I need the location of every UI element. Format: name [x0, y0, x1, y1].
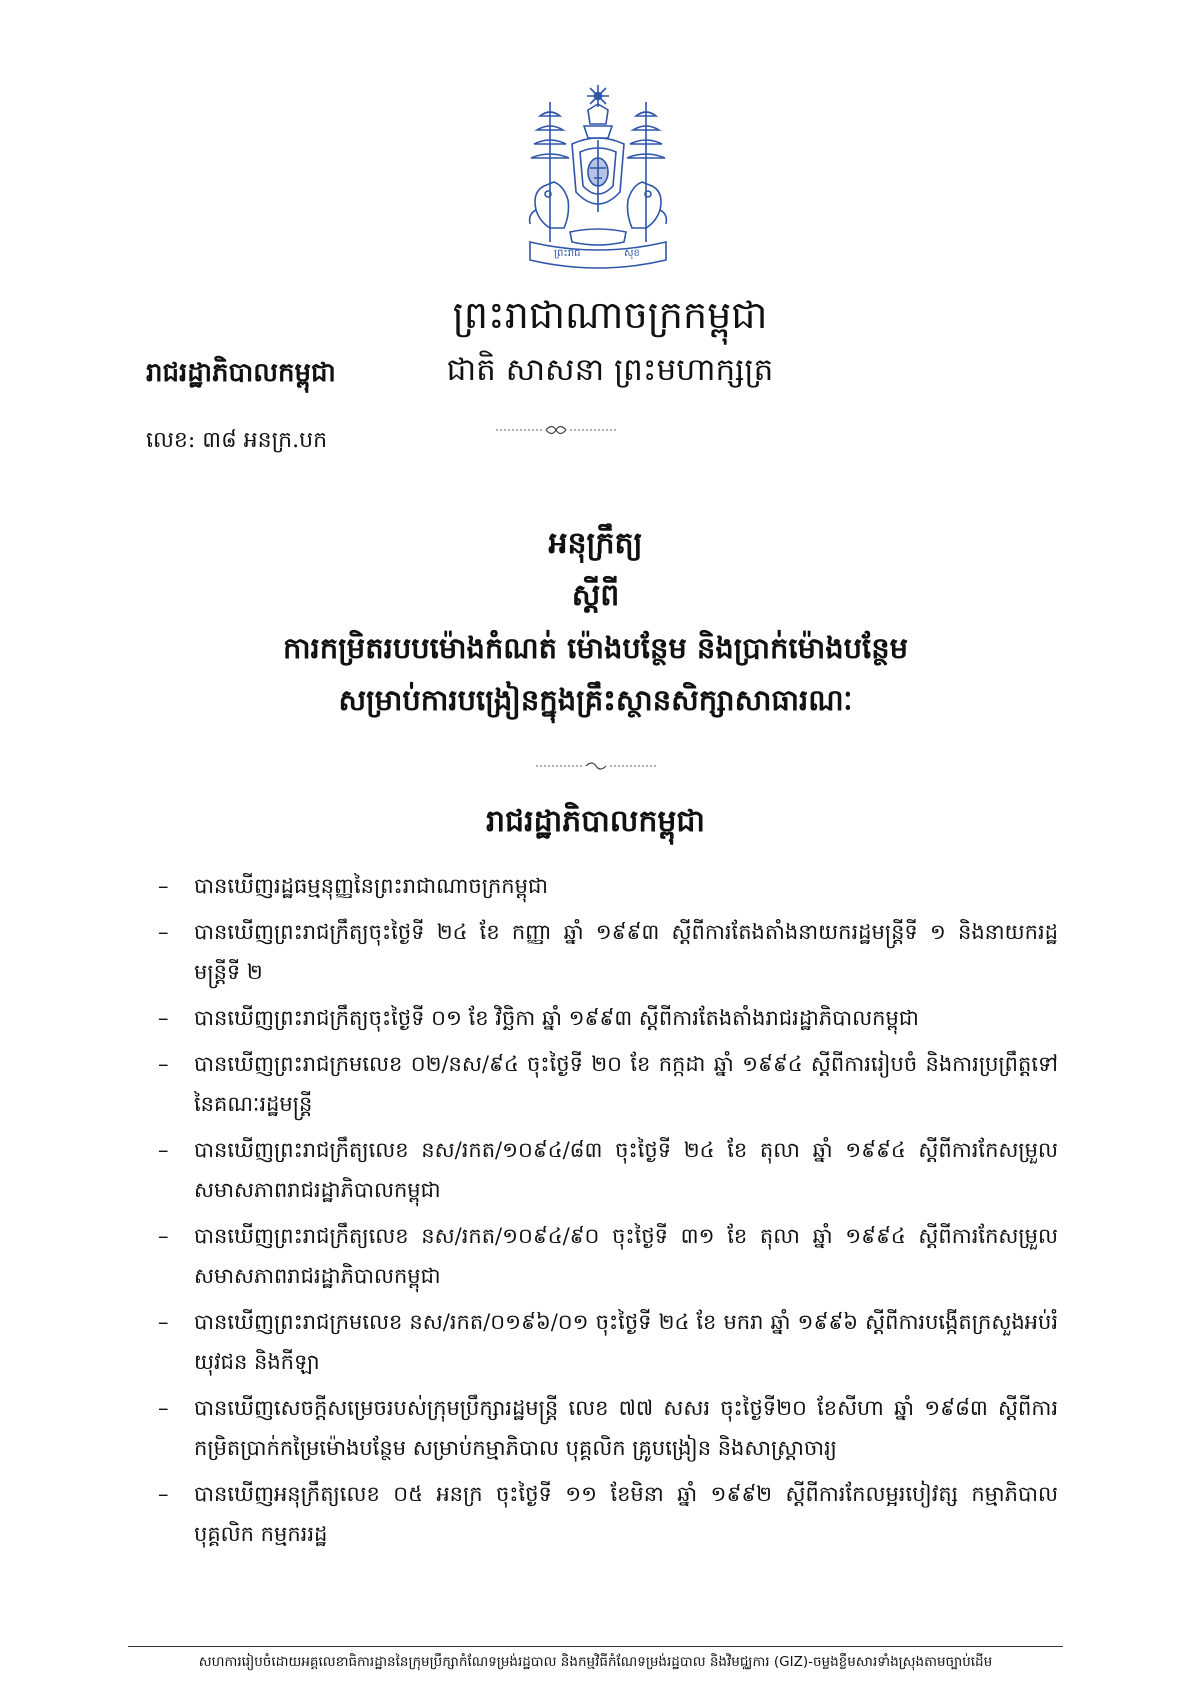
document-type: អនុក្រឹត្យ [548, 526, 643, 561]
reference-item [158, 998, 1058, 1038]
title-line-1: ការកម្រិតរបបម៉ោងកំណត់ ម៉ោងបន្ថែម និងប្រាក់ម៉ោងបន្ថែម [282, 631, 909, 665]
government-label: រាជរដ្ឋាភិបាលកម្ពុជា [146, 358, 336, 388]
list-dash-marker: – [158, 874, 169, 898]
kingdom-name: ព្រះរាជាណាចក្រកម្ពុជា [452, 293, 768, 337]
svg-text:សុខ: សុខ [624, 248, 640, 259]
reference-text: បានឃើញសេចក្តីសម្រេចរបស់ក្រុមប្រឹក្សារដ្ឋមន្ត្រី លេខ ៧៧ សសរ ចុះថ្ងៃទី២០ ខែសីហា ឆ្នាំ ១៩៨៣ ស្តីពីការកម្រិតប្រាក់កម្រៃម៉ោងបន្ថែម សម្រាប់កម្មាភិបាល បុគ្គលិក គ្រូបង្រៀន និងសាស្ត្រាចារ្យ [194, 1396, 1058, 1460]
reference-text: បានឃើញព្រះរាជក្រមលេខ ០២/នស/៩៤ ចុះថ្ងៃទី ២០ ខែ កក្កដា ឆ្នាំ ១៩៩៤ ស្តីពីការរៀបចំ និងការប្រព្រឹត្តទៅនៃគណៈរដ្ឋមន្ត្រី [194, 1052, 1058, 1116]
list-dash-marker: – [158, 1006, 169, 1030]
title-line-2: សម្រាប់ការបង្រៀនក្នុងគ្រឹះស្ថានសិក្សាសាធារណៈ [338, 683, 853, 717]
reference-item [158, 1302, 1058, 1382]
reference-item [158, 1474, 1058, 1554]
reference-item [158, 1044, 1058, 1124]
reference-text: បានឃើញរដ្ឋធម្មនុញ្ញនៃព្រះរាជាណាចក្រកម្ពុជា [194, 874, 548, 898]
document-about: ស្តីពី [571, 578, 620, 613]
legal-references-list [158, 866, 1058, 1560]
royal-coat-of-arms-emblem [510, 82, 686, 278]
reference-item [158, 912, 1058, 992]
list-dash-marker: – [158, 1310, 169, 1334]
title-block [100, 518, 1091, 726]
reference-text: បានឃើញព្រះរាជក្រឹត្យលេខ នស/រកត/១០៩៤/៩០ ចុះថ្ងៃទី ៣១ ខែ តុលា ឆ្នាំ ១៩៩៤ ស្តីពីការកែសម្រួលសមាសភាពរាជរដ្ឋាភិបាលកម្ពុជា [194, 1224, 1058, 1288]
reference-item [158, 1388, 1058, 1468]
list-dash-marker: – [158, 1224, 169, 1248]
list-dash-marker: – [158, 1138, 169, 1162]
reference-text: បានឃើញព្រះរាជក្រមលេខ នស/រកត/០១៩៦/០១ ចុះថ្ងៃទី ២៤ ខែ មករា ឆ្នាំ ១៩៩៦ ស្តីពីការបង្កើតក្រសួងអប់រំ យុវជន និងកីឡា [194, 1310, 1058, 1374]
reference-item [158, 1130, 1058, 1210]
reference-text: បានឃើញព្រះរាជក្រឹត្យលេខ នស/រកត/១០៩៤/៨៣ ចុះថ្ងៃទី ២៤ ខែ តុលា ឆ្នាំ ១៩៩៤ ស្តីពីការកែសម្រួលសមាសភាពរាជរដ្ឋាភិបាលកម្ពុជា [194, 1138, 1058, 1202]
footer-note: សហការរៀបចំដោយអគ្គលេខាធិការដ្ឋាននៃក្រុមប្រឹក្សាកំណែទម្រង់រដ្ឋបាល និងកម្មវិធីកំណែទម្រង់រដ្ឋបាល និងវិមជ្ឈការ (GIZ)-ចម្លងខ្លឹមសារទាំងស្រុងតាមច្បាប់ដើម [198, 1654, 993, 1670]
reference-item [158, 866, 1058, 906]
title-ornament-divider [534, 758, 658, 774]
reference-text: បានឃើញព្រះរាជក្រឹត្យចុះថ្ងៃទី ២៤ ខែ កញ្ញា ឆ្នាំ ១៩៩៣ ស្តីពីការតែងតាំងនាយករដ្ឋមន្ត្រីទី ១ និងនាយករដ្ឋមន្ត្រីទី ២ [194, 920, 1058, 984]
issuing-authority: រាជរដ្ឋាភិបាលកម្ពុជា [486, 804, 705, 839]
reference-item [158, 1216, 1058, 1296]
svg-text:ព្រះរាជ: ព្រះរាជ [554, 248, 581, 259]
list-dash-marker: – [158, 1396, 169, 1420]
reference-text: បានឃើញព្រះរាជក្រឹត្យចុះថ្ងៃទី ០១ ខែ វិច្ឆិកា ឆ្នាំ ១៩៩៣ ស្តីពីការតែងតាំងរាជរដ្ឋាភិបាលកម្ពុជា [194, 1006, 919, 1030]
document-number: លេខ: ៣៨ អនក្រ.បក [146, 428, 328, 453]
national-motto: ជាតិ សាសនា ព្រះមហាក្សត្រ [446, 352, 774, 388]
reference-text: បានឃើញអនុក្រឹត្យលេខ ០៥ អនក្រ ចុះថ្ងៃទី ១១ ខែមិនា ឆ្នាំ ១៩៩២ ស្តីពីការកែលម្អរបៀវត្ស កម្មាភិបាល បុគ្គលិក កម្មករ​រដ្ឋ [194, 1482, 1058, 1546]
footer-rule [128, 1646, 1063, 1647]
list-dash-marker: – [158, 1052, 169, 1076]
list-dash-marker: – [158, 1482, 169, 1506]
list-dash-marker: – [158, 920, 169, 944]
